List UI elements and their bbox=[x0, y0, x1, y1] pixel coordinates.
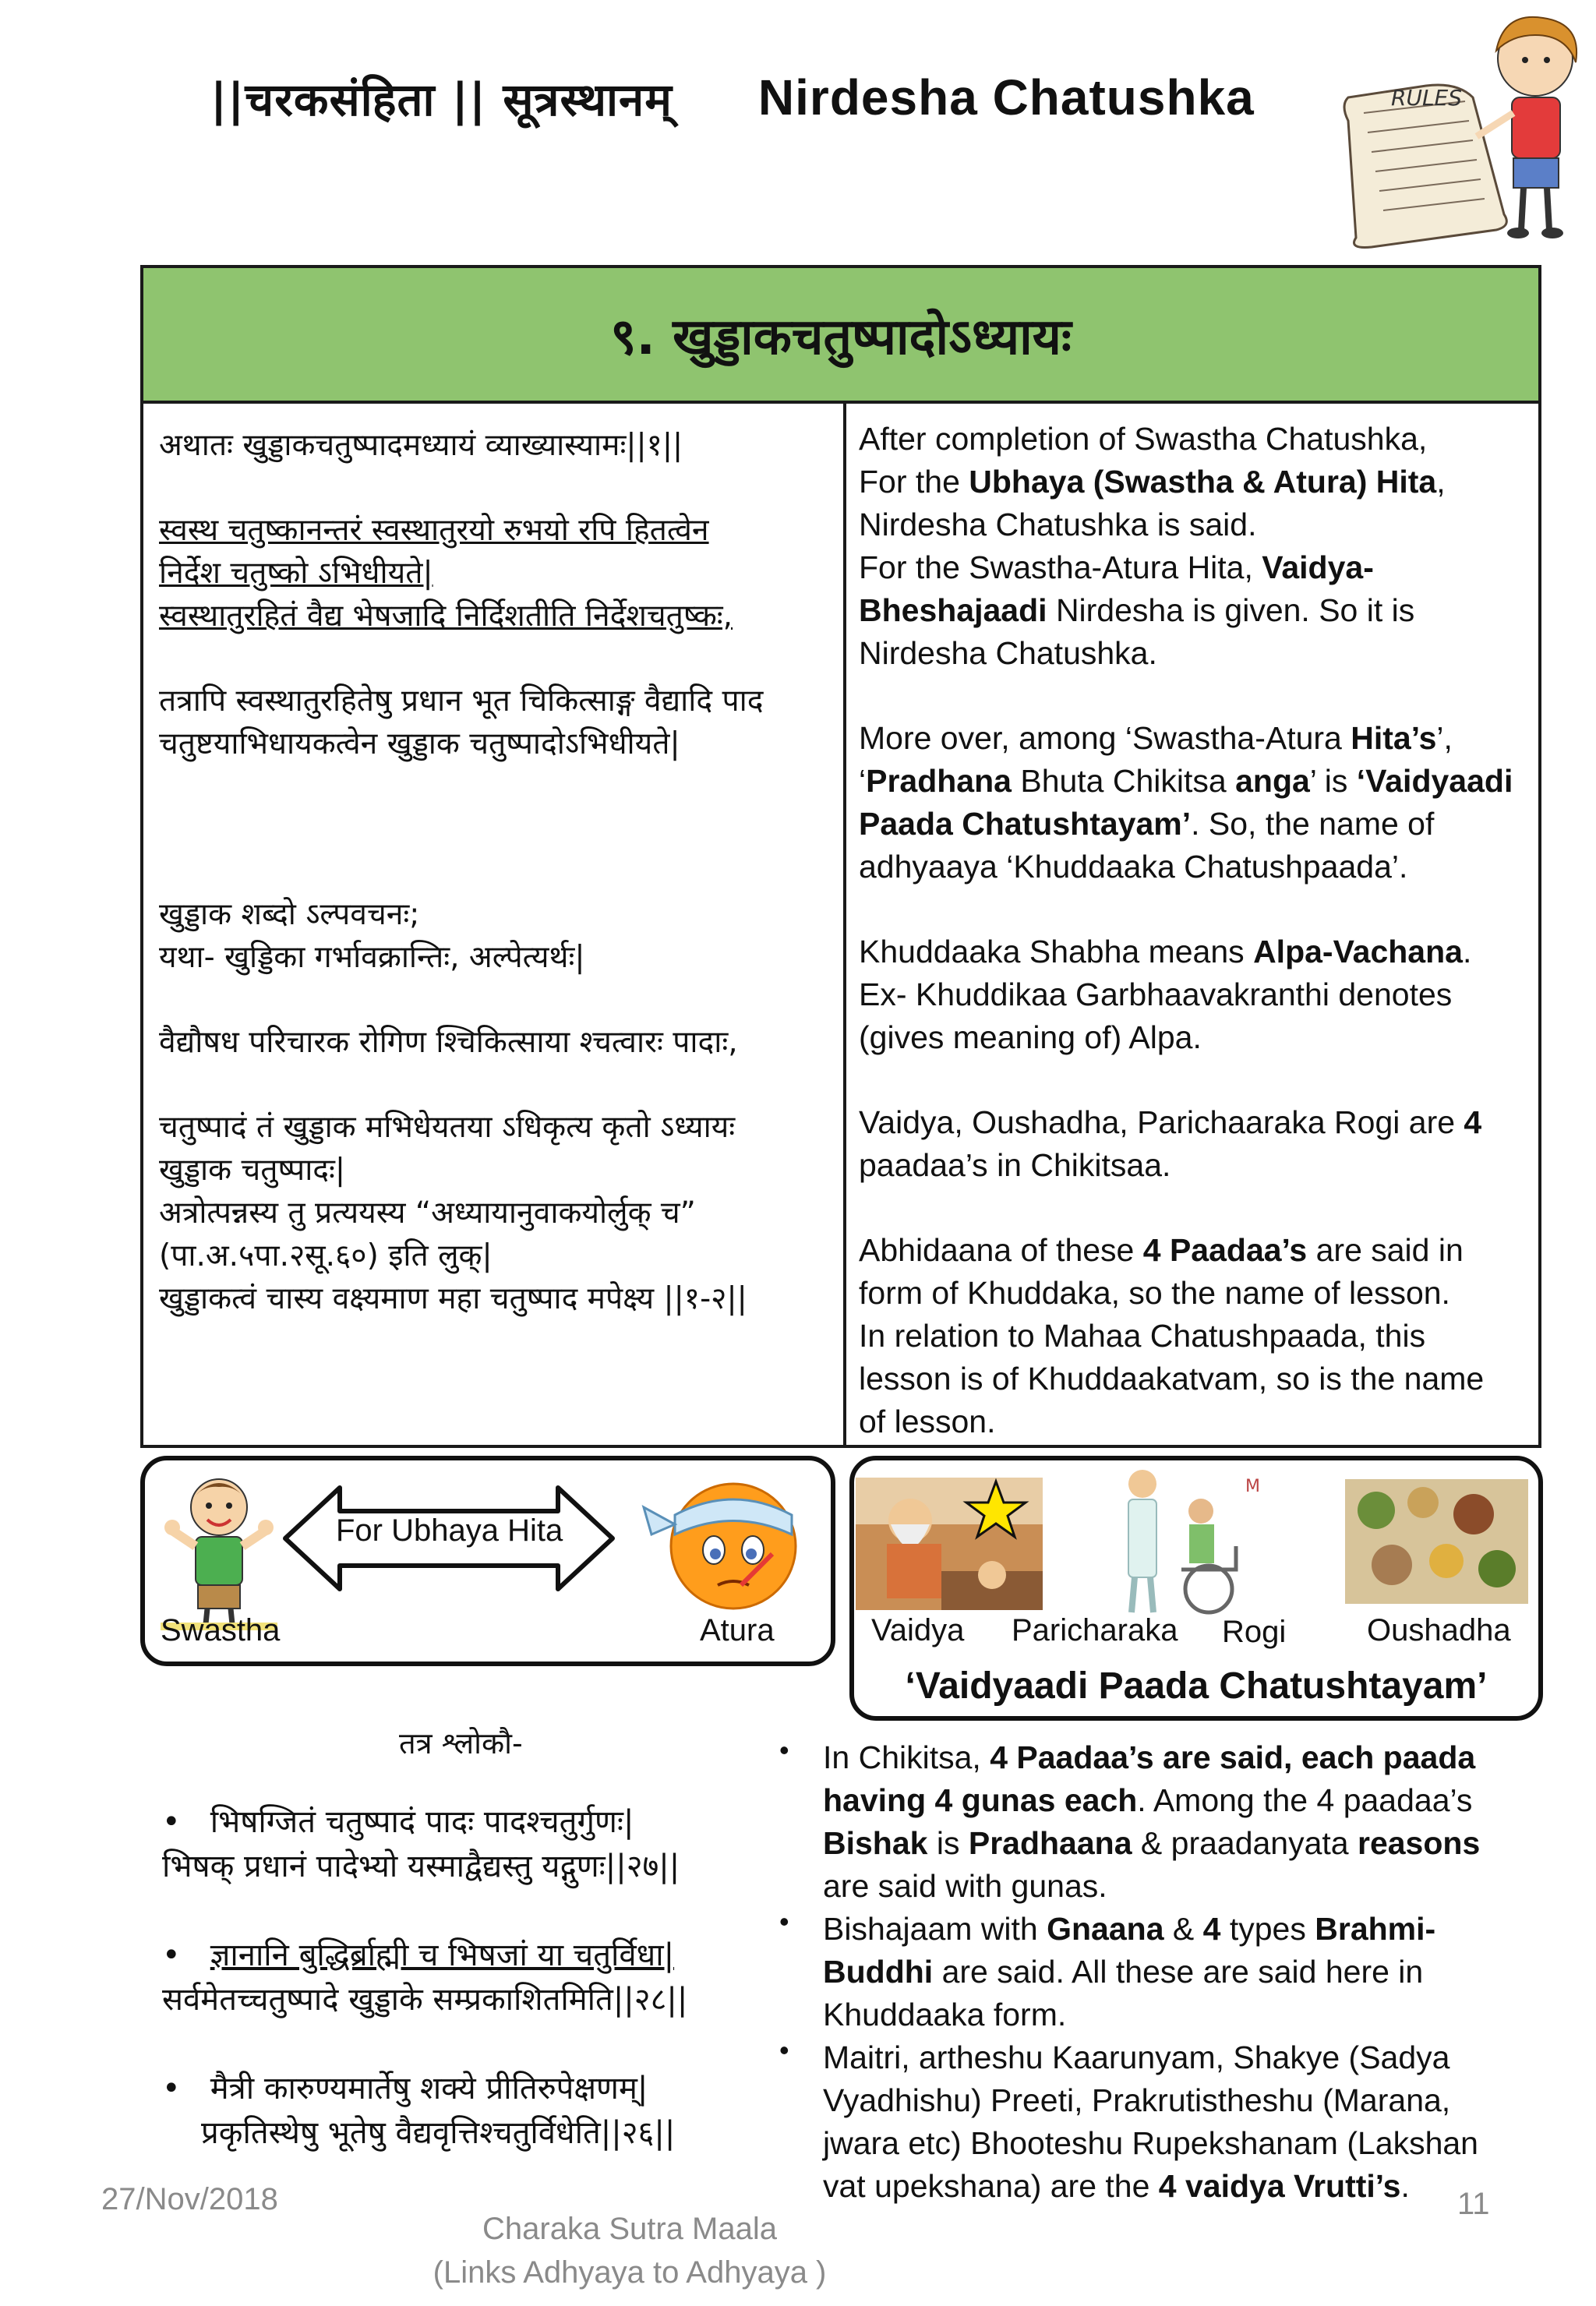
sick-face-icon bbox=[636, 1468, 807, 1616]
sanskrit-line: स्वस्थ चतुष्कानन्तरं स्वस्थातुरयो रुभयो रपि हितत्वेन bbox=[159, 513, 709, 548]
english-line: Bheshajaadi Nirdesha is given. So it is bbox=[859, 592, 1415, 628]
wall-sign: M bbox=[1245, 1477, 1260, 1496]
english-line: Khuddaaka Shabha means Alpa-Vachana. bbox=[859, 934, 1472, 969]
english-line: ‘Pradhana Bhuta Chikitsa anga’ is ‘Vaidyaadi bbox=[859, 763, 1513, 799]
english-explanation bbox=[859, 418, 1529, 1443]
sanskrit-line: यथा- खुड्डिका गर्भावक्रान्तिः, अल्पेत्यर्थः| bbox=[159, 940, 585, 975]
rogi-label: Rogi bbox=[1222, 1615, 1287, 1649]
column-divider bbox=[843, 401, 846, 1445]
sloka-item: • भिषग्जितं चतुष्पादं पादः पादश्चतुर्गुणः| भिषक् प्रधानं पादेभ्यो यस्माद्वैद्यस्तु यद्गुणः||२७|| bbox=[162, 1800, 786, 1889]
sloka-heading: तत्र श्लोकौ- bbox=[399, 1726, 523, 1760]
atura-label: Atura bbox=[700, 1613, 775, 1647]
sloka-line: प्रकृतिस्थेषु भूतेषु वैद्यवृत्तिश्चतुर्विधेति||२६|| bbox=[201, 2115, 676, 2151]
sloka-line: मैत्री कारुण्यमार्तेषु शक्ये प्रीतिरुपेक्षणम्| bbox=[210, 2071, 648, 2106]
bullet-item: • Bishajaam with Gnaana & 4 types Brahmi-Buddhi are said. All these are said here in Khuddaaka form. bbox=[779, 1905, 1436, 2032]
sanskrit-line: खुड्डाकत्वं चास्य वक्ष्यमाण महा चतुष्पाद मपेक्ष्य ||१-२|| bbox=[159, 1281, 747, 1316]
oushadha-label: Oushadha bbox=[1367, 1613, 1511, 1647]
sanskrit-line: चतुष्पादं तं खुड्डाक मभिधेयतया ऽधिकृत्य कृतो ऽध्यायः bbox=[159, 1110, 736, 1145]
sanskrit-line: अत्रोत्पन्नस्य तु प्रत्ययस्य “अध्यायानुवाकयोर्लुक् च” bbox=[159, 1195, 696, 1231]
vaidya-image bbox=[856, 1478, 1043, 1610]
english-line: Ex- Khuddikaa Garbhaavakranthi denotes bbox=[859, 976, 1453, 1012]
english-line: After completion of Swastha Chatushka, bbox=[859, 421, 1428, 457]
english-line: Paada Chatushtayam’. So, the name of bbox=[859, 806, 1435, 842]
bullet-item: • Maitri, artheshu Kaarunyam, Shakye (Sadya Vyadhishu) Preeti, Prakrutistheshu (Marana, jwara etc) Bhooteshu Rupekshanam (Lakshan vat upekshana) are the 4 vaidya Vrutti’s. bbox=[779, 2034, 1478, 2204]
rules-text: RULES bbox=[1391, 85, 1463, 111]
paada-caption: ‘Vaidyaadi Paada Chatushtayam’ bbox=[905, 1665, 1488, 1707]
chapter-heading: ९. खुड्डाकचतुष्पादोऽध्यायः bbox=[610, 308, 1072, 366]
english-line: paadaa’s in Chikitsaa. bbox=[859, 1147, 1171, 1183]
english-line: lesson is of Khuddaakatvam, so is the name bbox=[859, 1361, 1485, 1397]
chapter-heading-band bbox=[143, 268, 1538, 404]
sanskrit-line: (पा.अ.५पा.२सू.६०) इति लुक्| bbox=[159, 1238, 493, 1273]
sanskrit-line: वैद्यौषध परिचारक रोगिण श्चिकित्साया श्चत्वारः पादाः, bbox=[159, 1025, 738, 1060]
sanskrit-line: खुड्डाक शब्दो ऽल्पवचनः; bbox=[159, 897, 420, 932]
english-line: form of Khuddaka, so the name of lesson. bbox=[859, 1275, 1450, 1311]
swastha-label: Swastha bbox=[161, 1613, 281, 1647]
healthy-boy-icon bbox=[161, 1468, 277, 1632]
sloka-line: ज्ञानानि बुद्धिर्ब्राह्मी च भिषजां या चतुर्विधा| bbox=[210, 1937, 675, 1973]
sanskrit-line: तत्रापि स्वस्थातुरहितेषु प्रधान भूत चिकित्साङ्ग वैद्यादि पाद bbox=[159, 683, 764, 719]
sloka-list bbox=[162, 1800, 786, 2200]
english-line: For the Swastha-Atura Hita, Vaidya- bbox=[859, 549, 1374, 585]
bullet-item: • In Chikitsa, 4 Paadaa’s are said, each paada having 4 gunas each. Among the 4 paadaa’s Bishak is Pradhaana & praadanyata reasons are said with gunas. bbox=[779, 1734, 1481, 1904]
english-line: More over, among ‘Swastha-Atura Hita’s’, bbox=[859, 720, 1453, 756]
sloka-line: सर्वमेतच्चतुष्पादे खुड्डाके सम्प्रकाशितमिति||२८|| bbox=[162, 1982, 688, 2018]
english-line: Vaidya, Oushadha, Parichaaraka Rogi are 4 bbox=[859, 1104, 1482, 1140]
english-line: adhyaaya ‘Khuddaaka Chatushpaada’. bbox=[859, 849, 1408, 885]
paricharaka-label: Paricharaka bbox=[1012, 1613, 1178, 1647]
english-line: Nirdesha Chatushka. bbox=[859, 635, 1157, 671]
sloka-line: भिषग्जितं चतुष्पादं पादः पादश्चतुर्गुणः| bbox=[210, 1804, 634, 1840]
footer-date: 27/Nov/2018 bbox=[101, 2182, 278, 2216]
sanskrit-commentary bbox=[159, 424, 829, 1320]
sanskrit-title: ||चरकसंहिता || सूत्रस्थानम् bbox=[210, 72, 673, 126]
sloka-line: भिषक् प्रधानं पादेभ्यो यस्माद्वैद्यस्तु यद्गुणः||२७|| bbox=[162, 1849, 680, 1884]
sanskrit-line: अथातः खुड्डाकचतुष्पादमध्यायं व्याख्यास्यामः||१|| bbox=[159, 428, 683, 463]
english-line: Abhidaana of these 4 Paadaa’s are said in bbox=[859, 1232, 1464, 1268]
page-number: 11 bbox=[1457, 2187, 1490, 2221]
explanation-bullets bbox=[779, 1736, 1527, 2208]
sloka-item: • ज्ञानानि बुद्धिर्ब्राह्मी च भिषजां या चतुर्विधा| सर्वमेतच्चतुष्पादे खुड्डाके सम्प्रकाशितमिति||२८|| bbox=[162, 1933, 786, 2022]
paada-chatushtayam-box bbox=[849, 1456, 1543, 1721]
rules-girl-illustration bbox=[1239, 4, 1590, 253]
english-line: of lesson. bbox=[859, 1404, 996, 1439]
paricharaka-rogi-image bbox=[1111, 1460, 1267, 1616]
english-line: In relation to Mahaa Chatushpaada, this bbox=[859, 1318, 1426, 1354]
english-line: For the Ubhaya (Swastha & Atura) Hita, bbox=[859, 464, 1446, 500]
sanskrit-line: चतुष्टयाभिधायकत्वेन खुड्डाक चतुष्पादोऽभिधीयते| bbox=[159, 726, 680, 761]
chapter-table bbox=[140, 265, 1541, 1448]
sanskrit-line: निर्देश चतुष्को ऽभिधीयते| bbox=[159, 556, 433, 591]
footer-title: Charaka Sutra Maala (Links Adhyaya to Adhyaya ) bbox=[433, 2212, 827, 2290]
sloka-item: • मैत्री कारुण्यमार्तेषु शक्ये प्रीतिरुपेक्षणम्| प्रकृतिस्थेषु भूतेषु वैद्यवृत्तिश्चतुर्विधेति||२६|| bbox=[162, 2067, 786, 2156]
english-line: (gives meaning of) Alpa. bbox=[859, 1019, 1202, 1055]
arrow-label: For Ubhaya Hita bbox=[336, 1513, 563, 1548]
ubhaya-hita-box bbox=[140, 1456, 835, 1666]
sanskrit-line: खुड्डाक चतुष्पादः| bbox=[159, 1153, 346, 1188]
page-header bbox=[210, 55, 1301, 140]
english-line: Nirdesha Chatushka is said. bbox=[859, 507, 1257, 542]
english-title: Nirdesha Chatushka bbox=[757, 69, 1255, 125]
vaidya-label: Vaidya bbox=[871, 1613, 965, 1647]
oushadha-image bbox=[1345, 1479, 1528, 1604]
sanskrit-line: स्वस्थातुरहितं वैद्य भेषजादि निर्दिशतीति निर्देशचतुष्कः, bbox=[159, 599, 733, 634]
